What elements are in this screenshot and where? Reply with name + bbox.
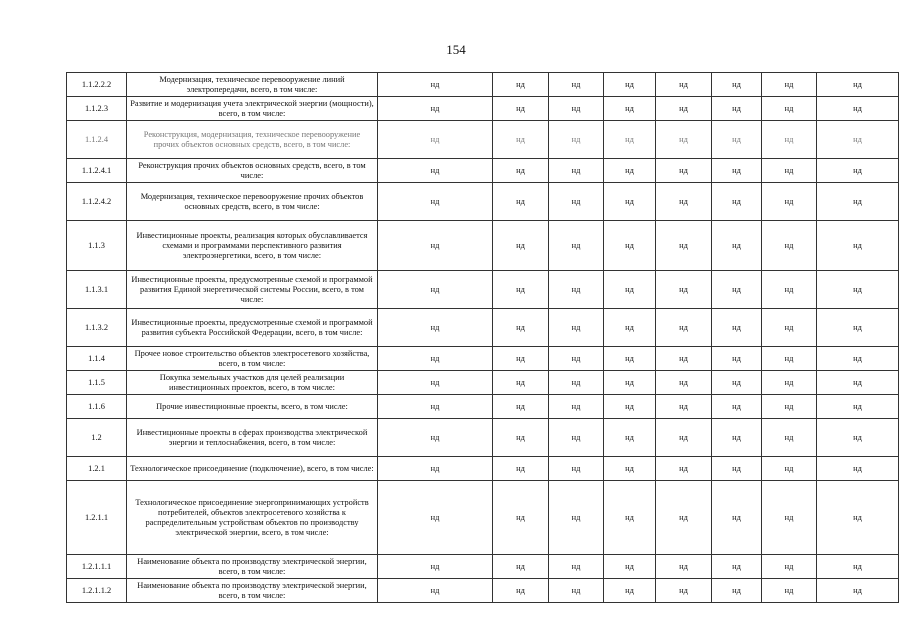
row-name: Инвестиционные проекты в сферах производства электрической энергии и теплоснабжения, всего, в том числе: bbox=[127, 419, 378, 457]
row-value: нд bbox=[712, 371, 762, 395]
table-row bbox=[67, 121, 899, 159]
row-name: Реконструкция прочих объектов основных средств, всего, в том числе: bbox=[127, 159, 378, 183]
table-row bbox=[67, 97, 899, 121]
table-row bbox=[67, 579, 899, 603]
row-value: нд bbox=[378, 419, 493, 457]
row-code: 1.1.3 bbox=[67, 221, 127, 271]
row-name: Прочие инвестиционные проекты, всего, в том числе: bbox=[127, 395, 378, 419]
row-value: нд bbox=[493, 555, 549, 579]
table-row bbox=[67, 555, 899, 579]
row-value: нд bbox=[493, 347, 549, 371]
row-value: нд bbox=[493, 371, 549, 395]
table-body bbox=[67, 73, 899, 603]
row-value: нд bbox=[549, 221, 604, 271]
row-value: нд bbox=[604, 481, 656, 555]
row-value: нд bbox=[817, 97, 899, 121]
row-value: нд bbox=[656, 221, 712, 271]
table-row bbox=[67, 309, 899, 347]
row-name: Технологическое присоединение энергопринимающих устройств потребителей, объектов электросетевого хозяйства к распределительным устройствам объектов по производству электрической энергии, всего, в том числе: bbox=[127, 481, 378, 555]
row-value: нд bbox=[493, 221, 549, 271]
row-value: нд bbox=[604, 309, 656, 347]
row-value: нд bbox=[378, 121, 493, 159]
row-code: 1.2.1.1.1 bbox=[67, 555, 127, 579]
row-name: Наименование объекта по производству электрической энергии, всего, в том числе: bbox=[127, 555, 378, 579]
row-value: нд bbox=[549, 271, 604, 309]
row-code: 1.1.6 bbox=[67, 395, 127, 419]
row-value: нд bbox=[762, 555, 817, 579]
row-value: нд bbox=[817, 121, 899, 159]
row-value: нд bbox=[712, 309, 762, 347]
row-name: Модернизация, техническое перевооружение линий электропередачи, всего, в том числе: bbox=[127, 73, 378, 97]
table-row bbox=[67, 183, 899, 221]
row-value: нд bbox=[493, 309, 549, 347]
row-value: нд bbox=[762, 97, 817, 121]
row-value: нд bbox=[656, 309, 712, 347]
row-value: нд bbox=[604, 579, 656, 603]
row-name: Модернизация, техническое перевооружение прочих объектов основных средств, всего, в том числе: bbox=[127, 183, 378, 221]
row-code: 1.1.2.3 bbox=[67, 97, 127, 121]
row-code: 1.2.1 bbox=[67, 457, 127, 481]
row-value: нд bbox=[712, 271, 762, 309]
row-value: нд bbox=[493, 73, 549, 97]
table-row bbox=[67, 159, 899, 183]
row-code: 1.2 bbox=[67, 419, 127, 457]
row-name: Наименование объекта по производству электрической энергии, всего, в том числе: bbox=[127, 579, 378, 603]
row-name: Покупка земельных участков для целей реализации инвестиционных проектов, всего, в том числе: bbox=[127, 371, 378, 395]
table-row bbox=[67, 481, 899, 555]
row-value: нд bbox=[656, 347, 712, 371]
row-code: 1.1.5 bbox=[67, 371, 127, 395]
table-row bbox=[67, 371, 899, 395]
row-value: нд bbox=[762, 457, 817, 481]
table-row bbox=[67, 221, 899, 271]
row-value: нд bbox=[549, 579, 604, 603]
row-value: нд bbox=[712, 419, 762, 457]
row-value: нд bbox=[762, 481, 817, 555]
row-value: нд bbox=[549, 457, 604, 481]
row-value: нд bbox=[762, 183, 817, 221]
row-name: Инвестиционные проекты, предусмотренные схемой и программой развития Единой энергетической системы России, всего, в том числе: bbox=[127, 271, 378, 309]
row-value: нд bbox=[604, 183, 656, 221]
row-value: нд bbox=[549, 73, 604, 97]
row-value: нд bbox=[712, 395, 762, 419]
row-value: нд bbox=[549, 309, 604, 347]
row-value: нд bbox=[549, 159, 604, 183]
row-name: Развитие и модернизация учета электрической энергии (мощности), всего, в том числе: bbox=[127, 97, 378, 121]
row-value: нд bbox=[493, 121, 549, 159]
row-value: нд bbox=[712, 579, 762, 603]
row-value: нд bbox=[712, 555, 762, 579]
row-value: нд bbox=[378, 457, 493, 481]
row-value: нд bbox=[604, 271, 656, 309]
row-value: нд bbox=[762, 221, 817, 271]
row-value: нд bbox=[817, 159, 899, 183]
row-value: нд bbox=[493, 395, 549, 419]
row-value: нд bbox=[549, 121, 604, 159]
row-code: 1.1.2.4.2 bbox=[67, 183, 127, 221]
row-name: Реконструкция, модернизация, техническое перевооружение прочих объектов основных средств, всего, в том числе: bbox=[127, 121, 378, 159]
row-value: нд bbox=[817, 371, 899, 395]
row-value: нд bbox=[604, 159, 656, 183]
row-value: нд bbox=[656, 97, 712, 121]
row-value: нд bbox=[817, 183, 899, 221]
row-value: нд bbox=[656, 481, 712, 555]
row-value: нд bbox=[549, 419, 604, 457]
row-value: нд bbox=[378, 159, 493, 183]
row-value: нд bbox=[656, 73, 712, 97]
row-value: нд bbox=[378, 271, 493, 309]
table-row bbox=[67, 395, 899, 419]
table-row bbox=[67, 271, 899, 309]
row-value: нд bbox=[378, 97, 493, 121]
row-value: нд bbox=[604, 395, 656, 419]
row-value: нд bbox=[762, 309, 817, 347]
table-row bbox=[67, 73, 899, 97]
table-row bbox=[67, 419, 899, 457]
row-value: нд bbox=[762, 371, 817, 395]
row-code: 1.1.3.1 bbox=[67, 271, 127, 309]
row-code: 1.1.2.4 bbox=[67, 121, 127, 159]
row-value: нд bbox=[549, 395, 604, 419]
row-value: нд bbox=[817, 481, 899, 555]
row-value: нд bbox=[604, 419, 656, 457]
row-value: нд bbox=[817, 271, 899, 309]
row-value: нд bbox=[656, 457, 712, 481]
row-value: нд bbox=[604, 221, 656, 271]
row-value: нд bbox=[378, 347, 493, 371]
row-name: Технологическое присоединение (подключение), всего, в том числе: bbox=[127, 457, 378, 481]
row-value: нд bbox=[656, 183, 712, 221]
row-value: нд bbox=[604, 121, 656, 159]
row-value: нд bbox=[817, 73, 899, 97]
row-value: нд bbox=[656, 579, 712, 603]
row-value: нд bbox=[378, 579, 493, 603]
row-value: нд bbox=[762, 73, 817, 97]
row-name: Инвестиционные проекты, реализация которых обуславливается схемами и программами перспективного развития электроэнергетики, всего, в том числе: bbox=[127, 221, 378, 271]
row-value: нд bbox=[378, 555, 493, 579]
row-value: нд bbox=[604, 73, 656, 97]
row-name: Прочее новое строительство объектов электросетевого хозяйства, всего, в том числе: bbox=[127, 347, 378, 371]
row-value: нд bbox=[656, 159, 712, 183]
row-value: нд bbox=[604, 347, 656, 371]
row-value: нд bbox=[762, 121, 817, 159]
row-value: нд bbox=[378, 183, 493, 221]
row-value: нд bbox=[712, 221, 762, 271]
row-value: нд bbox=[378, 73, 493, 97]
row-value: нд bbox=[378, 481, 493, 555]
row-value: нд bbox=[656, 121, 712, 159]
row-value: нд bbox=[493, 457, 549, 481]
row-value: нд bbox=[549, 183, 604, 221]
row-value: нд bbox=[656, 371, 712, 395]
row-value: нд bbox=[604, 555, 656, 579]
row-value: нд bbox=[712, 97, 762, 121]
row-value: нд bbox=[378, 221, 493, 271]
row-value: нд bbox=[549, 481, 604, 555]
row-value: нд bbox=[549, 97, 604, 121]
row-value: нд bbox=[762, 271, 817, 309]
investment-table bbox=[66, 72, 899, 603]
row-value: нд bbox=[549, 555, 604, 579]
row-value: нд bbox=[604, 371, 656, 395]
row-code: 1.1.3.2 bbox=[67, 309, 127, 347]
row-value: нд bbox=[817, 555, 899, 579]
row-value: нд bbox=[656, 555, 712, 579]
row-value: нд bbox=[656, 395, 712, 419]
row-value: нд bbox=[712, 347, 762, 371]
table-row bbox=[67, 347, 899, 371]
row-value: нд bbox=[712, 481, 762, 555]
row-value: нд bbox=[817, 347, 899, 371]
row-value: нд bbox=[493, 481, 549, 555]
row-code: 1.1.2.4.1 bbox=[67, 159, 127, 183]
row-value: нд bbox=[378, 395, 493, 419]
row-code: 1.1.4 bbox=[67, 347, 127, 371]
page-number: 154 bbox=[446, 42, 466, 57]
row-value: нд bbox=[762, 347, 817, 371]
row-value: нд bbox=[712, 73, 762, 97]
row-value: нд bbox=[493, 271, 549, 309]
row-value: нд bbox=[549, 347, 604, 371]
row-code: 1.2.1.1 bbox=[67, 481, 127, 555]
row-value: нд bbox=[762, 579, 817, 603]
row-value: нд bbox=[712, 183, 762, 221]
row-value: нд bbox=[817, 419, 899, 457]
row-value: нд bbox=[493, 159, 549, 183]
row-value: нд bbox=[493, 419, 549, 457]
table-row bbox=[67, 457, 899, 481]
row-value: нд bbox=[762, 159, 817, 183]
row-value: нд bbox=[493, 97, 549, 121]
row-value: нд bbox=[817, 309, 899, 347]
row-code: 1.2.1.1.2 bbox=[67, 579, 127, 603]
row-value: нд bbox=[378, 309, 493, 347]
row-value: нд bbox=[817, 395, 899, 419]
row-value: нд bbox=[604, 97, 656, 121]
row-value: нд bbox=[817, 457, 899, 481]
row-value: нд bbox=[817, 221, 899, 271]
row-value: нд bbox=[762, 395, 817, 419]
row-value: нд bbox=[604, 457, 656, 481]
row-name: Инвестиционные проекты, предусмотренные схемой и программой развития субъекта Российской Федерации, всего, в том числе: bbox=[127, 309, 378, 347]
row-value: нд bbox=[493, 579, 549, 603]
row-value: нд bbox=[712, 457, 762, 481]
row-value: нд bbox=[656, 419, 712, 457]
row-value: нд bbox=[549, 371, 604, 395]
row-value: нд bbox=[817, 579, 899, 603]
row-code: 1.1.2.2.2 bbox=[67, 73, 127, 97]
row-value: нд bbox=[712, 159, 762, 183]
row-value: нд bbox=[762, 419, 817, 457]
row-value: нд bbox=[378, 371, 493, 395]
row-value: нд bbox=[656, 271, 712, 309]
row-value: нд bbox=[493, 183, 549, 221]
row-value: нд bbox=[712, 121, 762, 159]
